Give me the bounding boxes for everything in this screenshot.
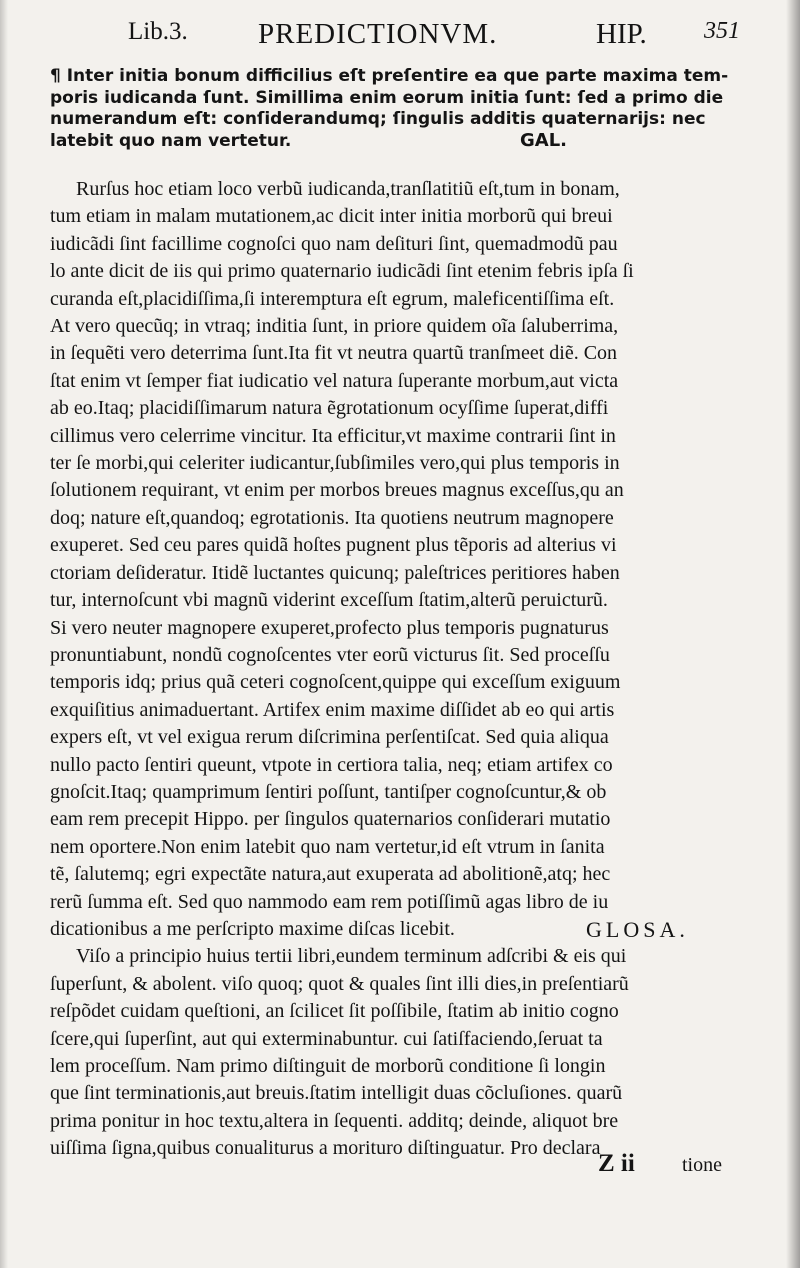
text-line: exuperet. Sed ceu pares quidã hoſtes pugnent plus tẽporis ad alterius vi [50,534,617,557]
commentary-text [50,176,745,1163]
text-line: doq; nature eſt,quandoq; egrotationis. Ita quotiens neutrum magnopere [50,506,614,529]
text-line: ctoriam deſideratur. Itidẽ luctantes quicunq; paleſtrices peritiores haben [50,561,620,584]
text-line: pronuntiabunt, nondũ cognoſcentes vter eorũ victurus ſit. Sed proceſſu [50,643,610,666]
aphorism-line: ¶ Inter initia bonum difficilius eſt preſentire ea que parte maxima tem- [50,66,729,86]
text-line: nem oportere.Non enim latebit quo nam vertetur,id eſt vtrum in ſanita [50,835,605,858]
text-line: cillimus vero celerrime vincitur. Ita efficitur,vt maxime contrarii ſint in [50,424,616,447]
text-line: reſpõdet cuidam queſtioni, an ſcilicet ſit poſſibile, ſtatim ab initio cogno [50,1000,619,1023]
signature-mark: Z ii [598,1150,635,1177]
text-line: nullo pacto ſentiri queunt, vtpote in certiora talia, neq; etiam artifex co [50,753,613,776]
text-line: prima ponitur in hoc textu,altera in ſequenti. additq; deinde, aliquot bre [50,1109,619,1132]
text-line: tẽ, ſalutemq; egri expectãte natura,aut exuperata ad abolitionẽ,atq; hec [50,863,611,886]
page-gutter-shadow [0,0,8,1268]
aphorism-line: latebit quo nam vertetur. [50,130,292,151]
text-line: ab eo.Itaq; placidiſſimarum natura ẽgrotationum ocyſſime ſuperat,diffi [50,397,609,420]
text-line: rerũ ſumma eſt. Sed quo nammodo eam rem potiſſimũ agas libro de iu [50,890,609,913]
folio-number: 351 [704,18,740,44]
text-line: At vero quecũq; in vtraq; inditia ſunt, in priore quidem oĩa ſaluberrima, [50,315,619,338]
commentator-name: GAL. [520,130,568,151]
text-line: Viſo a principio huius tertii libri,eundem terminum adſcribi & eis qui [76,945,627,968]
text-line [50,916,745,943]
text-line-content: dicationibus a me perſcripto maxime diſcas licebit. [50,917,455,940]
text-line: curanda eſt,placidiſſima,ſi interemptura eſt egrum, maleficentiſſima eſt. [50,287,615,310]
text-line: ſolutionem requirant, vt enim per morbos breues magnus exceſſus,qu an [50,479,624,502]
author-abbreviation: HIP. [596,18,647,50]
aphorism-line: poris iudicanda ſunt. Simillima enim eorum initia ſunt: ſed a primo die [50,87,724,108]
aphorism-text [50,66,740,152]
text-line: expers eſt, vt vel exigua rerum diſcrimina perſentiſcat. Sed quia aliqua [50,726,609,749]
text-line: lem proceſſum. Nam primo diſtinguit de morborũ conditione ſi longin [50,1055,606,1077]
text-line: que ſint terminationis,aut breuis.ſtatim intelligit duas cõcluſiones. quarũ [50,1082,623,1105]
text-line: ſtat enim vt ſemper fiat iudicatio vel natura ſuperante morbum,aut victa [50,369,619,392]
text-line: tum etiam in malam mutationem,ac dicit inter initia morborũ qui breui [50,205,613,228]
running-header [128,18,768,58]
book-number: Lib.3. [128,18,188,45]
text-line: eam rem precepit Hippo. per ſingulos quaternarios conſiderari mutatio [50,808,611,831]
text-line: gnoſcit.Itaq; quamprimum ſentiri poſſunt, tantiſper cognoſcuntur,& ob [50,780,607,803]
aphorism-line: numerandum eſt: conſiderandumq; ſingulis additis quaternarijs: nec [50,109,706,129]
text-line: Si vero neuter magnopere exuperet,profecto plus temporis pugnaturus [50,616,609,639]
text-line: ter ſe morbi,qui celeriter iudicantur,ſubſimiles vero,qui plus temporis in [50,452,620,475]
running-title: PREDICTIONVM. [258,18,498,50]
text-line: uiſſima ſigna,quibus conualiturus a moriturо diſtinguatur. Pro declara [50,1137,601,1160]
catchword: tione [682,1154,722,1176]
text-line: tur, internoſcunt vbi magnũ viderint exceſſum ſtatim,alterũ peruicturũ. [50,589,608,612]
text-line: in ſequẽti vero deterrima ſunt.Ita fit vt neutra quartũ tranſmeet diẽ. Con [50,342,618,365]
glosa-heading: GLOSA. [586,916,689,942]
text-line: Rurſus hoc etiam loco verbũ iudicanda,tranſlatitiũ eſt,tum in bonam, [76,178,620,200]
text-line: iudicãdi ſint facillime cognoſci quo nam deſituri ſint, quemadmodũ pau [50,232,618,255]
page-edge-shadow [786,0,800,1268]
text-line: temporis idq; prius quã ceteri cognoſcent,quippe qui exceſſum exiguum [50,671,621,694]
text-line: ſcere,qui ſuperſint, aut qui exterminabuntur. cui ſatiſfaciendo,ſeruat ta [50,1027,603,1050]
text-line: exquiſitius animaduertant. Artifex enim maxime diſſidet ab eo qui artis [50,698,615,721]
text-line: lo ante dicit de iis qui primo quaternario iudicãdi ſint etenim febris ipſa ſi [50,260,634,283]
page-footer [598,1150,758,1178]
text-line: ſuperſunt, & abolent. viſo quoq; quot & quales ſint illi dies,in preſentiarũ [50,972,629,995]
